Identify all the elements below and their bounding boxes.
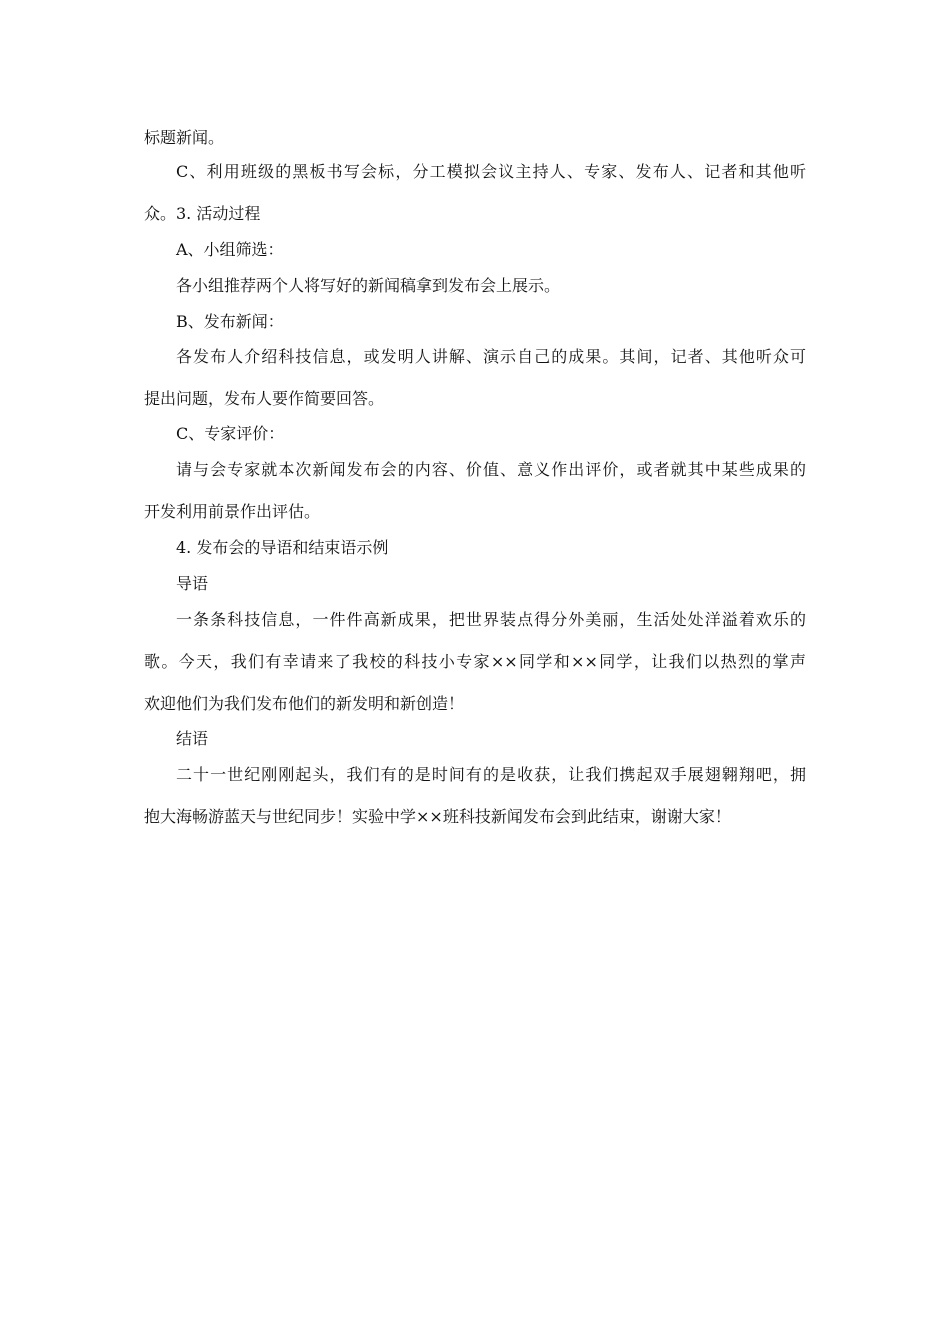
- paragraph-line: 标题新闻。: [144, 128, 225, 147]
- paragraph-line: B、发布新闻：: [176, 312, 284, 331]
- paragraph-line: 各发布人介绍科技信息，或发明人讲解、演示自己的成果。其间，记者、其他听众可: [176, 347, 806, 366]
- paragraph-line: A、小组筛选：: [176, 240, 284, 259]
- paragraph-line: 提出问题，发布人要作简要回答。: [144, 389, 385, 408]
- paragraph-line: 请与会专家就本次新闻发布会的内容、价值、意义作出评价，或者就其中某些成果的: [176, 460, 806, 479]
- paragraph-line: C、利用班级的黑板书写会标，分工模拟会议主持人、专家、发布人、记者和其他听: [176, 162, 806, 181]
- paragraph-line: 歌。今天，我们有幸请来了我校的科技小专家××同学和××同学，让我们以热烈的掌声: [144, 652, 806, 671]
- section-heading: 4. 发布会的导语和结束语示例: [176, 538, 389, 557]
- paragraph-line: 欢迎他们为我们发布他们的新发明和新创造！: [144, 694, 465, 713]
- paragraph-line: 众。3. 活动过程: [144, 204, 261, 223]
- paragraph-line: C、专家评价：: [176, 424, 285, 443]
- paragraph-line: 各小组推荐两个人将写好的新闻稿拿到发布会上展示。: [176, 276, 561, 295]
- subheading-intro: 导语: [176, 574, 209, 593]
- paragraph-line: 一条条科技信息，一件件高新成果，把世界装点得分外美丽，生活处处洋溢着欢乐的: [176, 610, 806, 629]
- paragraph-line: 抱大海畅游蓝天与世纪同步！实验中学××班科技新闻发布会到此结束，谢谢大家！: [144, 807, 731, 826]
- paragraph-line: 开发利用前景作出评估。: [144, 502, 321, 521]
- subheading-closing: 结语: [176, 729, 209, 748]
- paragraph-line: 二十一世纪刚刚起头，我们有的是时间有的是收获，让我们携起双手展翅翱翔吧，拥: [176, 765, 806, 784]
